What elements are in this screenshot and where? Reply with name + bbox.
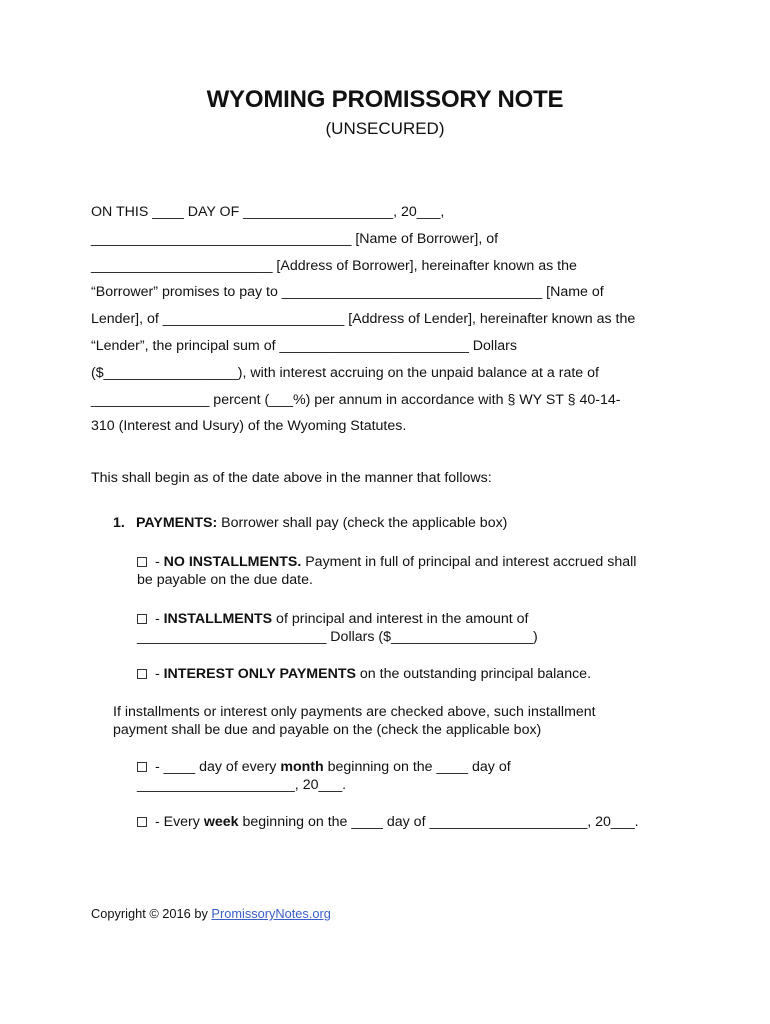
paragraph-line: ($_________________), with interest accruing on the unpaid balance at a rate of xyxy=(91,364,599,381)
option-label: INSTALLMENTS xyxy=(163,611,273,627)
promissorynotes-link[interactable]: PromissoryNotes.org xyxy=(211,906,331,921)
paragraph-line: _______________________ [Address of Borrower], hereinafter known as the xyxy=(91,257,577,274)
document-subtitle: (UNSECURED) xyxy=(325,119,445,138)
option-label: month xyxy=(280,759,324,775)
option-no-installments: - NO INSTALLMENTS. Payment in full of principal and interest accrued shall be payable on the due date. xyxy=(137,554,637,588)
payments-heading xyxy=(113,515,507,531)
item-number: 1. xyxy=(113,515,125,531)
checkbox[interactable] xyxy=(137,614,147,624)
option-monthly: - ____ day of every month beginning on the ____ day of ____________________, 20___. xyxy=(137,759,511,793)
option-weekly: - Every week beginning on the ____ day of ____________________, 20___. xyxy=(137,813,639,831)
option-interest-only: - INTEREST ONLY PAYMENTS on the outstanding principal balance. xyxy=(137,665,591,683)
checkbox[interactable] xyxy=(137,817,147,827)
paragraph-line: ON THIS ____ DAY OF ___________________, 20___, xyxy=(91,204,445,220)
payments-label: PAYMENTS: xyxy=(136,515,218,531)
paragraph-line: “Borrower” promises to pay to _________________________________ [Name of xyxy=(91,284,604,301)
option-installments: - INSTALLMENTS of principal and interest in the amount of ________________________ Dollars ($__________________) xyxy=(137,611,538,645)
intro-text: This shall begin as of the date above in the manner that follows: xyxy=(91,470,492,486)
paragraph-line: Lender], of _______________________ [Address of Lender], hereinafter known as the xyxy=(91,311,636,328)
paragraph-line: _______________ percent (___%) per annum in accordance with § WY ST § 40-14- xyxy=(91,391,621,408)
checkbox[interactable] xyxy=(137,669,147,679)
option-label: NO INSTALLMENTS. xyxy=(163,554,302,570)
copyright-footer xyxy=(91,906,331,921)
paragraph-line: 310 (Interest and Usury) of the Wyoming Statutes. xyxy=(91,418,407,435)
paragraph-line: “Lender”, the principal sum of ________________________ Dollars xyxy=(91,337,517,354)
document-title: WYOMING PROMISSORY NOTE xyxy=(206,86,564,113)
agreement-paragraph xyxy=(91,199,691,440)
schedule-intro: If installments or interest only payments are checked above, such installment payment shall be due and payable on the (check the applicable box) xyxy=(113,704,596,738)
payments-text: Borrower shall pay (check the applicable box) xyxy=(217,515,508,531)
paragraph-line: _________________________________ [Name of Borrower], of xyxy=(91,230,499,247)
option-label: week xyxy=(203,814,239,830)
checkbox[interactable] xyxy=(137,762,147,772)
checkbox[interactable] xyxy=(137,557,147,567)
option-label: INTEREST ONLY PAYMENTS xyxy=(163,666,356,682)
copyright-text: Copyright © 2016 by xyxy=(91,906,212,921)
